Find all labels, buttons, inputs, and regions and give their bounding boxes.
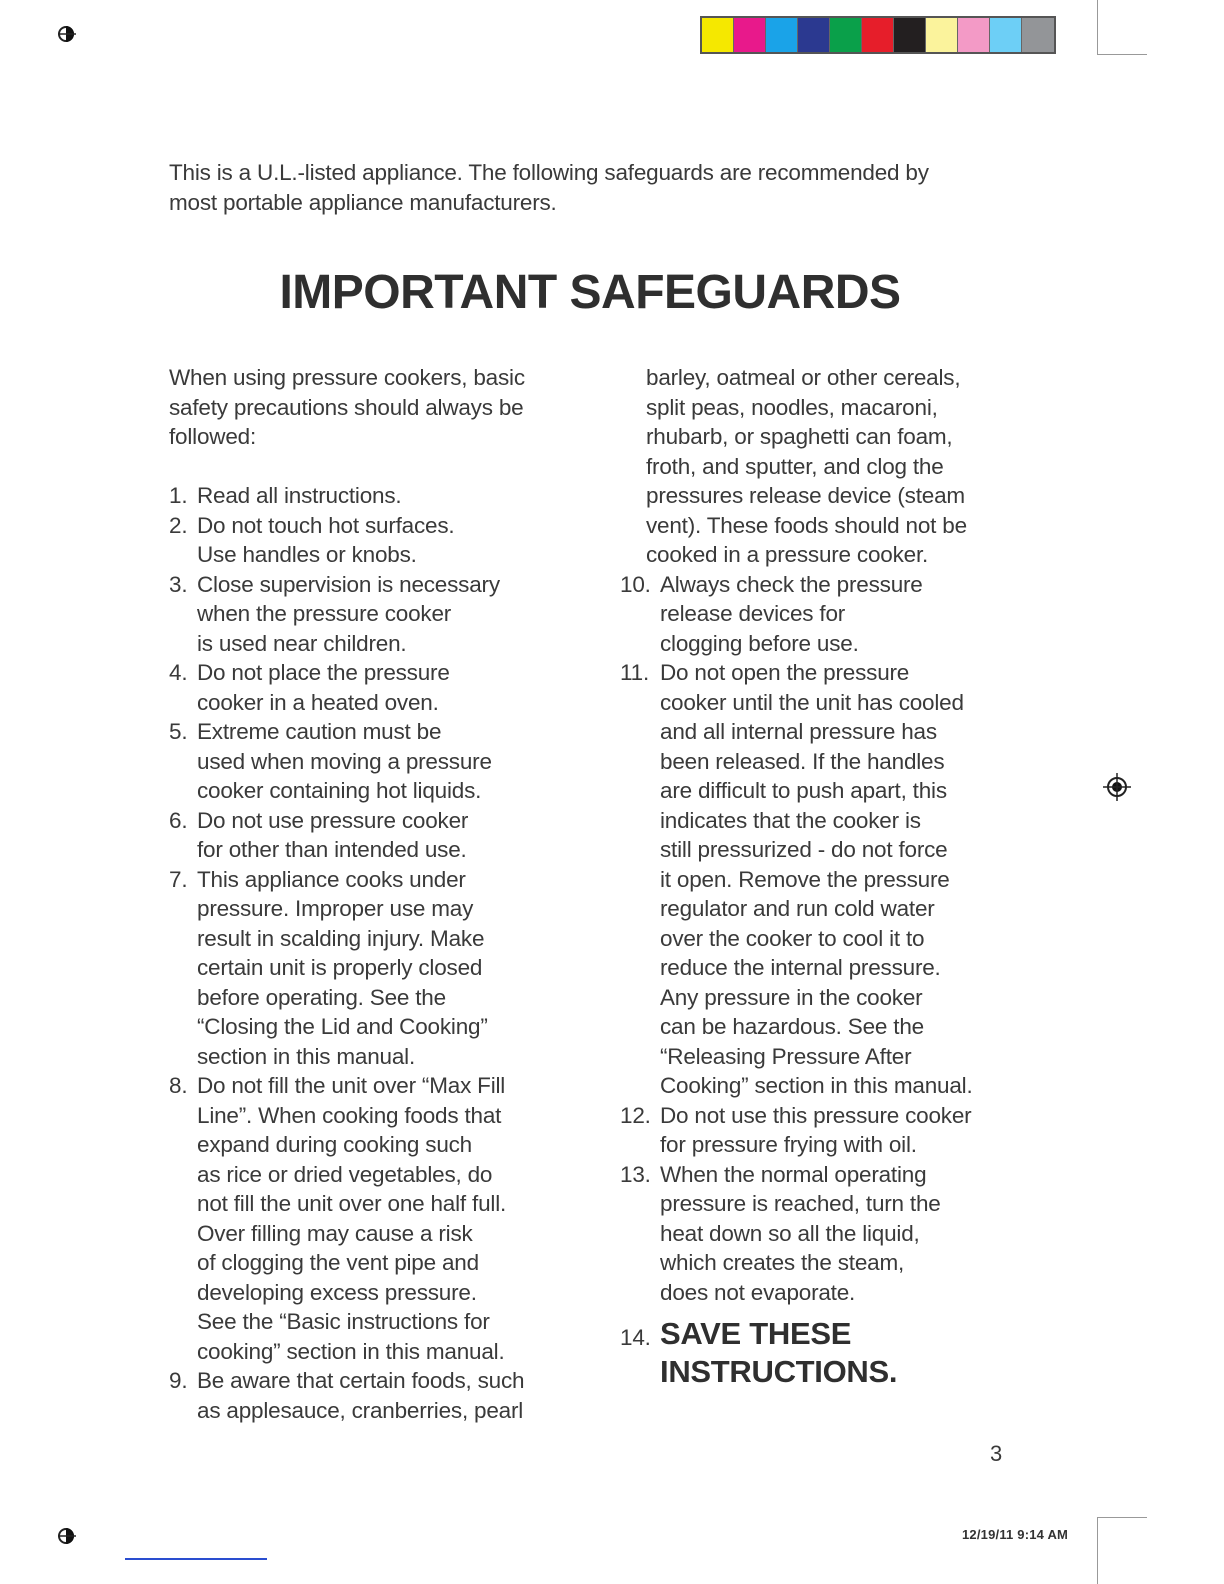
item-line: Be aware that certain foods, such <box>197 1368 525 1393</box>
color-swatch <box>1022 18 1054 52</box>
color-swatch <box>958 18 990 52</box>
item-line: rhubarb, or spaghetti can foam, <box>646 424 953 449</box>
item-line: of clogging the vent pipe and <box>197 1250 479 1275</box>
list-item <box>169 570 589 659</box>
item-line: when the pressure cooker <box>197 601 452 626</box>
item-line: Do not use pressure cooker <box>197 807 469 833</box>
item-line: release devices for <box>660 601 846 626</box>
color-swatch <box>766 18 798 52</box>
item-line: Do not use this pressure cooker <box>660 1102 972 1128</box>
crop-mark <box>1097 1517 1098 1584</box>
list-item <box>620 1160 1040 1308</box>
item-line: not fill the unit over one half full. <box>197 1191 507 1216</box>
color-calibration-bar <box>700 16 1056 54</box>
crop-mark <box>1097 0 1098 54</box>
item-line: over the cooker to cool it to <box>660 925 925 951</box>
color-swatch <box>990 18 1022 52</box>
intro-line: This is a U.L.-listed appliance. The following safeguards are recommended by <box>169 160 929 185</box>
item-line: cooked in a pressure cooker. <box>646 542 929 567</box>
item-number: 2. <box>169 512 188 538</box>
item-number: 6. <box>169 807 188 833</box>
item-line: as rice or dried vegetables, do <box>197 1161 493 1187</box>
item-line: pressure. Improper use may <box>197 896 474 921</box>
item-line: Over filling may cause a risk <box>197 1220 473 1246</box>
item-line: vent). These foods should not be <box>646 512 967 538</box>
item-text <box>660 658 1040 1101</box>
item-line: section in this manual. <box>197 1043 416 1069</box>
intro-text <box>169 158 1029 218</box>
safeguard-list <box>169 481 589 1425</box>
item-line: “Closing the Lid and Cooking” <box>197 1014 488 1039</box>
item-text <box>197 1366 589 1425</box>
item-line: “Releasing Pressure After <box>660 1043 912 1069</box>
item-line: used when moving a pressure <box>197 748 492 774</box>
page-title: IMPORTANT SAFEGUARDS <box>279 266 901 319</box>
lead-line: When using pressure cookers, basic <box>169 365 525 390</box>
item-number: 12. <box>620 1102 651 1128</box>
item-line: still pressurized - do not force <box>660 837 948 862</box>
list-item <box>620 1101 1040 1160</box>
item-line: it open. Remove the pressure <box>660 866 950 892</box>
list-item <box>169 1366 589 1425</box>
item-line: pressure is reached, turn the <box>660 1191 941 1216</box>
item-text <box>197 570 589 659</box>
color-swatch <box>926 18 958 52</box>
crop-mark <box>1097 1517 1147 1518</box>
item-line: Any pressure in the cooker <box>660 984 923 1010</box>
item-text <box>197 1071 589 1366</box>
safeguard-list-continued <box>620 570 1040 1308</box>
item-line: as applesauce, cranberries, pearl <box>197 1397 524 1423</box>
item-line: Line”. When cooking foods that <box>197 1102 502 1128</box>
item-line: This appliance cooks under <box>197 866 466 892</box>
item-line: is used near children. <box>197 630 407 656</box>
list-item <box>169 481 589 511</box>
item-line: developing excess pressure. <box>197 1279 477 1305</box>
list-item <box>169 806 589 865</box>
list-item <box>169 658 589 717</box>
save-line: SAVE THESE <box>660 1316 852 1351</box>
item-line: and all internal pressure has <box>660 719 937 744</box>
item-line: Extreme caution must be <box>197 719 442 744</box>
item-9-continuation <box>620 363 1040 570</box>
crop-mark <box>1097 54 1147 55</box>
item-line: Do not fill the unit over “Max Fill <box>197 1073 506 1098</box>
save-line: INSTRUCTIONS. <box>660 1354 898 1389</box>
left-column <box>169 363 589 1425</box>
item-line: froth, and sputter, and clog the <box>646 453 944 479</box>
save-instructions-heading <box>660 1315 897 1391</box>
page-number: 3 <box>990 1441 1003 1466</box>
registration-mark-icon <box>58 1524 80 1548</box>
item-number: 7. <box>169 866 188 892</box>
item-text <box>197 511 589 570</box>
item-line: for other than intended use. <box>197 837 467 862</box>
item-number: 9. <box>169 1368 188 1393</box>
item-number: 4. <box>169 660 188 685</box>
item-line: heat down so all the liquid, <box>660 1220 920 1246</box>
item-line: When the normal operating <box>660 1161 927 1187</box>
list-item <box>169 1071 589 1366</box>
item-line: before operating. See the <box>197 984 446 1010</box>
item-text <box>197 481 589 511</box>
item-number: 3. <box>169 571 188 597</box>
item-line: See the “Basic instructions for <box>197 1309 490 1334</box>
item-line: Close supervision is necessary <box>197 571 500 597</box>
item-text <box>660 570 1040 659</box>
item-text <box>197 865 589 1072</box>
intro-line: most portable appliance manufacturers. <box>169 190 557 215</box>
item-line: cooking” section in this manual. <box>197 1338 505 1364</box>
save-instructions-item <box>620 1315 1040 1391</box>
item-line: Cooking” section in this manual. <box>660 1073 973 1098</box>
item-number: 8. <box>169 1073 188 1098</box>
item-line: indicates that the cooker is <box>660 807 921 833</box>
item-number: 10. <box>620 571 651 597</box>
right-column <box>620 363 1040 1391</box>
bottom-rule <box>125 1558 267 1560</box>
item-line: cooker containing hot liquids. <box>197 778 482 803</box>
item-line: are difficult to push apart, this <box>660 778 947 803</box>
item-line: certain unit is properly closed <box>197 955 483 980</box>
item-line: regulator and run cold water <box>660 896 935 921</box>
item-number: 14. <box>620 1325 651 1350</box>
lead-line: safety precautions should always be <box>169 394 524 420</box>
item-line: split peas, noodles, macaroni, <box>646 394 938 420</box>
item-text <box>660 1101 1040 1160</box>
item-line: Use handles or knobs. <box>197 542 417 567</box>
item-line: Do not touch hot surfaces. <box>197 512 455 538</box>
color-swatch <box>862 18 894 52</box>
item-line: for pressure frying with oil. <box>660 1132 917 1157</box>
item-line: which creates the steam, <box>660 1250 905 1275</box>
registration-mark-icon <box>58 22 80 46</box>
item-line: been released. If the handles <box>660 748 945 774</box>
item-line: Do not place the pressure <box>197 660 450 685</box>
item-line: barley, oatmeal or other cereals, <box>646 365 961 390</box>
item-text <box>197 717 589 806</box>
registration-mark-icon <box>1103 773 1131 801</box>
item-text <box>660 1160 1040 1308</box>
item-line: does not evaporate. <box>660 1279 856 1305</box>
list-item <box>620 570 1040 659</box>
item-number: 1. <box>169 483 188 508</box>
item-line: pressures release device (steam <box>646 483 965 508</box>
item-text <box>197 806 589 865</box>
item-number: 5. <box>169 719 188 744</box>
item-line: clogging before use. <box>660 630 859 656</box>
item-line: can be hazardous. See the <box>660 1014 924 1039</box>
item-line: cooker in a heated oven. <box>197 689 439 715</box>
color-swatch <box>798 18 830 52</box>
color-swatch <box>894 18 926 52</box>
print-stamp: 12/19/11 9:14 AM <box>962 1527 1069 1542</box>
item-text <box>197 658 589 717</box>
item-line: Do not open the pressure <box>660 660 910 685</box>
list-item <box>169 717 589 806</box>
item-line: cooker until the unit has cooled <box>660 689 964 715</box>
color-swatch <box>734 18 766 52</box>
item-line: expand during cooking such <box>197 1132 472 1157</box>
list-item <box>169 511 589 570</box>
item-line: result in scalding injury. Make <box>197 925 485 951</box>
list-item <box>620 658 1040 1101</box>
item-line: Read all instructions. <box>197 483 402 508</box>
item-number: 11. <box>620 660 650 685</box>
item-line: reduce the internal pressure. <box>660 955 941 980</box>
item-number: 13. <box>620 1161 651 1187</box>
color-swatch <box>702 18 734 52</box>
item-line: Always check the pressure <box>660 571 923 597</box>
lead-paragraph <box>169 363 589 452</box>
lead-line: followed: <box>169 424 257 449</box>
list-item <box>169 865 589 1072</box>
color-swatch <box>830 18 862 52</box>
